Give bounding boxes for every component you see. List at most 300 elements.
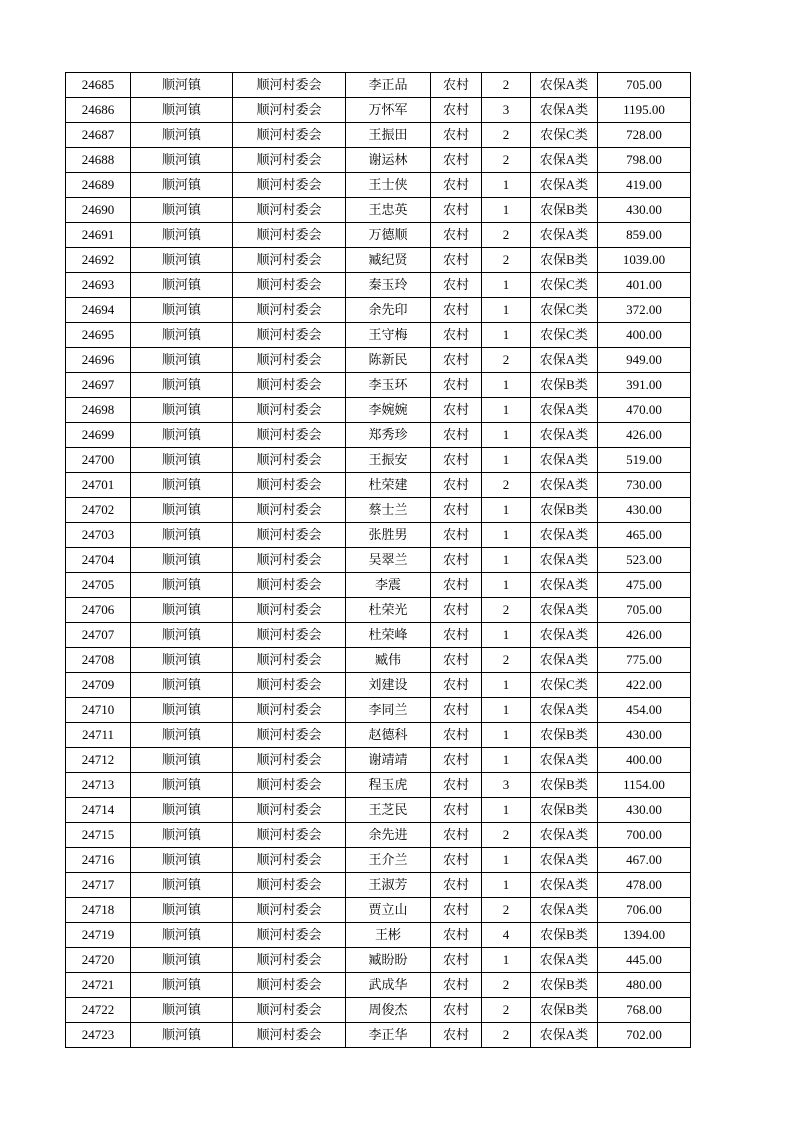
town: 顺河镇 [131,723,233,748]
table-row [66,348,691,373]
insurance-category: 农保A类 [531,448,598,473]
residence-type: 农村 [431,698,482,723]
person-count: 2 [482,823,531,848]
town: 顺河镇 [131,298,233,323]
person-count: 1 [482,373,531,398]
insurance-category: 农保A类 [531,423,598,448]
amount: 372.00 [598,298,691,323]
record-id: 24710 [66,698,131,723]
town: 顺河镇 [131,848,233,873]
town: 顺河镇 [131,248,233,273]
village-committee: 顺河村委会 [233,498,346,523]
record-id: 24700 [66,448,131,473]
village-committee: 顺河村委会 [233,273,346,298]
amount: 470.00 [598,398,691,423]
town: 顺河镇 [131,148,233,173]
amount: 430.00 [598,723,691,748]
amount: 859.00 [598,223,691,248]
person-name: 张胜男 [346,523,431,548]
residence-type: 农村 [431,998,482,1023]
person-name: 郑秀珍 [346,423,431,448]
amount: 728.00 [598,123,691,148]
person-name: 贾立山 [346,898,431,923]
record-id: 24718 [66,898,131,923]
residence-type: 农村 [431,298,482,323]
record-id: 24688 [66,148,131,173]
person-name: 杜荣光 [346,598,431,623]
person-name: 吴翠兰 [346,548,431,573]
person-count: 1 [482,323,531,348]
person-name: 王芝民 [346,798,431,823]
village-committee: 顺河村委会 [233,123,346,148]
village-committee: 顺河村委会 [233,473,346,498]
person-count: 1 [482,748,531,773]
residence-type: 农村 [431,1023,482,1048]
person-name: 余先印 [346,298,431,323]
insurance-category: 农保A类 [531,548,598,573]
person-count: 2 [482,73,531,98]
person-count: 1 [482,423,531,448]
residence-type: 农村 [431,473,482,498]
residence-type: 农村 [431,823,482,848]
village-committee: 顺河村委会 [233,798,346,823]
town: 顺河镇 [131,698,233,723]
record-id: 24687 [66,123,131,148]
record-id: 24715 [66,823,131,848]
table-row [66,198,691,223]
amount: 705.00 [598,73,691,98]
table-row [66,898,691,923]
table-row [66,973,691,998]
village-committee: 顺河村委会 [233,148,346,173]
person-count: 1 [482,448,531,473]
insurance-category: 农保B类 [531,998,598,1023]
record-id: 24689 [66,173,131,198]
insurance-category: 农保B类 [531,923,598,948]
residence-type: 农村 [431,598,482,623]
amount: 422.00 [598,673,691,698]
town: 顺河镇 [131,873,233,898]
record-id: 24703 [66,523,131,548]
residence-type: 农村 [431,248,482,273]
person-count: 2 [482,348,531,373]
table-row [66,323,691,348]
record-id: 24695 [66,323,131,348]
table-row [66,473,691,498]
village-committee: 顺河村委会 [233,973,346,998]
person-name: 谢靖靖 [346,748,431,773]
insurance-category: 农保A类 [531,823,598,848]
town: 顺河镇 [131,123,233,148]
insurance-category: 农保A类 [531,698,598,723]
person-name: 蔡士兰 [346,498,431,523]
village-committee: 顺河村委会 [233,873,346,898]
village-committee: 顺河村委会 [233,398,346,423]
table-row [66,523,691,548]
person-name: 程玉虎 [346,773,431,798]
village-committee: 顺河村委会 [233,773,346,798]
insurance-category: 农保A类 [531,623,598,648]
residence-type: 农村 [431,123,482,148]
person-count: 3 [482,98,531,123]
insurance-category: 农保A类 [531,573,598,598]
amount: 454.00 [598,698,691,723]
town: 顺河镇 [131,423,233,448]
amount: 730.00 [598,473,691,498]
amount: 519.00 [598,448,691,473]
table-row [66,598,691,623]
person-count: 1 [482,298,531,323]
record-id: 24713 [66,773,131,798]
amount: 949.00 [598,348,691,373]
residence-type: 农村 [431,498,482,523]
person-name: 杜荣建 [346,473,431,498]
insurance-category: 农保B类 [531,773,598,798]
table-row [66,298,691,323]
table-row [66,923,691,948]
village-committee: 顺河村委会 [233,923,346,948]
amount: 478.00 [598,873,691,898]
amount: 706.00 [598,898,691,923]
residence-type: 农村 [431,523,482,548]
person-name: 李同兰 [346,698,431,723]
insurance-category: 农保A类 [531,473,598,498]
residence-type: 农村 [431,273,482,298]
record-id: 24691 [66,223,131,248]
amount: 1039.00 [598,248,691,273]
amount: 798.00 [598,148,691,173]
town: 顺河镇 [131,673,233,698]
insurance-category: 农保B类 [531,798,598,823]
table-row [66,948,691,973]
person-count: 1 [482,398,531,423]
residence-type: 农村 [431,873,482,898]
amount: 426.00 [598,423,691,448]
table-row [66,73,691,98]
village-committee: 顺河村委会 [233,73,346,98]
insurance-category: 农保B类 [531,198,598,223]
village-committee: 顺河村委会 [233,673,346,698]
residence-type: 农村 [431,848,482,873]
person-count: 2 [482,973,531,998]
village-committee: 顺河村委会 [233,898,346,923]
person-count: 1 [482,548,531,573]
residence-type: 农村 [431,198,482,223]
table-row [66,1023,691,1048]
person-name: 王守梅 [346,323,431,348]
table-row [66,798,691,823]
record-id: 24707 [66,623,131,648]
village-committee: 顺河村委会 [233,523,346,548]
village-committee: 顺河村委会 [233,998,346,1023]
table-row [66,98,691,123]
village-committee: 顺河村委会 [233,98,346,123]
village-committee: 顺河村委会 [233,548,346,573]
table-row [66,273,691,298]
residence-type: 农村 [431,623,482,648]
residence-type: 农村 [431,973,482,998]
record-id: 24716 [66,848,131,873]
town: 顺河镇 [131,523,233,548]
amount: 475.00 [598,573,691,598]
village-committee: 顺河村委会 [233,648,346,673]
person-count: 2 [482,998,531,1023]
record-id: 24697 [66,373,131,398]
residence-type: 农村 [431,548,482,573]
person-count: 2 [482,123,531,148]
record-id: 24721 [66,973,131,998]
person-name: 李正华 [346,1023,431,1048]
record-id: 24711 [66,723,131,748]
residence-type: 农村 [431,673,482,698]
record-id: 24719 [66,923,131,948]
person-count: 2 [482,648,531,673]
person-count: 1 [482,623,531,648]
village-committee: 顺河村委会 [233,698,346,723]
town: 顺河镇 [131,948,233,973]
amount: 465.00 [598,523,691,548]
amount: 523.00 [598,548,691,573]
insurance-category: 农保A类 [531,948,598,973]
insurance-category: 农保C类 [531,298,598,323]
insurance-category: 农保B类 [531,248,598,273]
table-row [66,373,691,398]
town: 顺河镇 [131,348,233,373]
village-committee: 顺河村委会 [233,223,346,248]
record-id: 24709 [66,673,131,698]
town: 顺河镇 [131,648,233,673]
person-count: 1 [482,698,531,723]
residence-type: 农村 [431,773,482,798]
residence-type: 农村 [431,423,482,448]
record-id: 24686 [66,98,131,123]
residence-type: 农村 [431,223,482,248]
insurance-category: 农保B类 [531,498,598,523]
record-id: 24714 [66,798,131,823]
insurance-category: 农保A类 [531,148,598,173]
person-count: 1 [482,848,531,873]
village-committee: 顺河村委会 [233,723,346,748]
table-row [66,173,691,198]
town: 顺河镇 [131,773,233,798]
table-row [66,148,691,173]
table-row [66,698,691,723]
person-count: 2 [482,598,531,623]
insurance-category: 农保A类 [531,598,598,623]
record-id: 24723 [66,1023,131,1048]
record-id: 24704 [66,548,131,573]
person-count: 2 [482,1023,531,1048]
records-table-body [66,73,691,1048]
table-row [66,123,691,148]
amount: 768.00 [598,998,691,1023]
insurance-category: 农保C类 [531,323,598,348]
town: 顺河镇 [131,323,233,348]
insurance-category: 农保A类 [531,748,598,773]
person-name: 杜荣峰 [346,623,431,648]
insurance-category: 农保A类 [531,348,598,373]
amount: 401.00 [598,273,691,298]
residence-type: 农村 [431,798,482,823]
insurance-category: 农保A类 [531,848,598,873]
town: 顺河镇 [131,598,233,623]
town: 顺河镇 [131,173,233,198]
table-row [66,623,691,648]
record-id: 24696 [66,348,131,373]
table-row [66,848,691,873]
residence-type: 农村 [431,323,482,348]
record-id: 24685 [66,73,131,98]
record-id: 24693 [66,273,131,298]
table-row [66,223,691,248]
record-id: 24698 [66,398,131,423]
amount: 467.00 [598,848,691,873]
table-row [66,723,691,748]
person-count: 1 [482,873,531,898]
person-name: 李震 [346,573,431,598]
person-name: 赵德科 [346,723,431,748]
town: 顺河镇 [131,273,233,298]
town: 顺河镇 [131,223,233,248]
town: 顺河镇 [131,198,233,223]
table-row [66,823,691,848]
person-name: 王振安 [346,448,431,473]
town: 顺河镇 [131,548,233,573]
person-count: 2 [482,223,531,248]
table-row [66,448,691,473]
record-id: 24706 [66,598,131,623]
town: 顺河镇 [131,1023,233,1048]
village-committee: 顺河村委会 [233,1023,346,1048]
village-committee: 顺河村委会 [233,348,346,373]
record-id: 24702 [66,498,131,523]
person-name: 李正品 [346,73,431,98]
person-name: 王忠英 [346,198,431,223]
person-count: 2 [482,473,531,498]
person-count: 1 [482,798,531,823]
person-name: 万怀军 [346,98,431,123]
residence-type: 农村 [431,148,482,173]
village-committee: 顺河村委会 [233,373,346,398]
person-name: 武成华 [346,973,431,998]
record-id: 24699 [66,423,131,448]
town: 顺河镇 [131,498,233,523]
residence-type: 农村 [431,73,482,98]
amount: 705.00 [598,598,691,623]
amount: 426.00 [598,623,691,648]
records-table [65,72,691,1048]
town: 顺河镇 [131,73,233,98]
town: 顺河镇 [131,398,233,423]
residence-type: 农村 [431,573,482,598]
record-id: 24694 [66,298,131,323]
person-name: 王士侠 [346,173,431,198]
person-name: 万德顺 [346,223,431,248]
table-row [66,548,691,573]
town: 顺河镇 [131,898,233,923]
village-committee: 顺河村委会 [233,598,346,623]
insurance-category: 农保A类 [531,523,598,548]
person-name: 李婉婉 [346,398,431,423]
insurance-category: 农保C类 [531,123,598,148]
village-committee: 顺河村委会 [233,198,346,223]
residence-type: 农村 [431,923,482,948]
table-row [66,748,691,773]
residence-type: 农村 [431,748,482,773]
amount: 775.00 [598,648,691,673]
residence-type: 农村 [431,723,482,748]
person-name: 余先进 [346,823,431,848]
person-name: 秦玉玲 [346,273,431,298]
town: 顺河镇 [131,748,233,773]
person-count: 1 [482,198,531,223]
amount: 1154.00 [598,773,691,798]
village-committee: 顺河村委会 [233,423,346,448]
table-row [66,998,691,1023]
residence-type: 农村 [431,173,482,198]
residence-type: 农村 [431,348,482,373]
village-committee: 顺河村委会 [233,573,346,598]
person-name: 谢运林 [346,148,431,173]
person-name: 刘建设 [346,673,431,698]
amount: 400.00 [598,748,691,773]
town: 顺河镇 [131,448,233,473]
insurance-category: 农保B类 [531,373,598,398]
insurance-category: 农保A类 [531,648,598,673]
person-name: 陈新民 [346,348,431,373]
insurance-category: 农保B类 [531,723,598,748]
insurance-category: 农保A类 [531,173,598,198]
person-count: 1 [482,948,531,973]
residence-type: 农村 [431,948,482,973]
person-count: 1 [482,173,531,198]
table-row [66,498,691,523]
record-id: 24705 [66,573,131,598]
insurance-category: 农保C类 [531,273,598,298]
amount: 430.00 [598,498,691,523]
village-committee: 顺河村委会 [233,298,346,323]
person-name: 王彬 [346,923,431,948]
person-name: 臧纪贤 [346,248,431,273]
amount: 391.00 [598,373,691,398]
amount: 400.00 [598,323,691,348]
amount: 419.00 [598,173,691,198]
person-name: 臧伟 [346,648,431,673]
person-name: 王淑芳 [346,873,431,898]
table-row [66,648,691,673]
town: 顺河镇 [131,923,233,948]
person-name: 王振田 [346,123,431,148]
person-count: 1 [482,273,531,298]
village-committee: 顺河村委会 [233,848,346,873]
town: 顺河镇 [131,573,233,598]
town: 顺河镇 [131,373,233,398]
person-count: 1 [482,573,531,598]
residence-type: 农村 [431,898,482,923]
person-count: 1 [482,723,531,748]
insurance-category: 农保A类 [531,98,598,123]
village-committee: 顺河村委会 [233,173,346,198]
village-committee: 顺河村委会 [233,823,346,848]
town: 顺河镇 [131,823,233,848]
amount: 430.00 [598,198,691,223]
insurance-category: 农保A类 [531,398,598,423]
insurance-category: 农保A类 [531,1023,598,1048]
village-committee: 顺河村委会 [233,248,346,273]
amount: 1394.00 [598,923,691,948]
village-committee: 顺河村委会 [233,948,346,973]
village-committee: 顺河村委会 [233,748,346,773]
